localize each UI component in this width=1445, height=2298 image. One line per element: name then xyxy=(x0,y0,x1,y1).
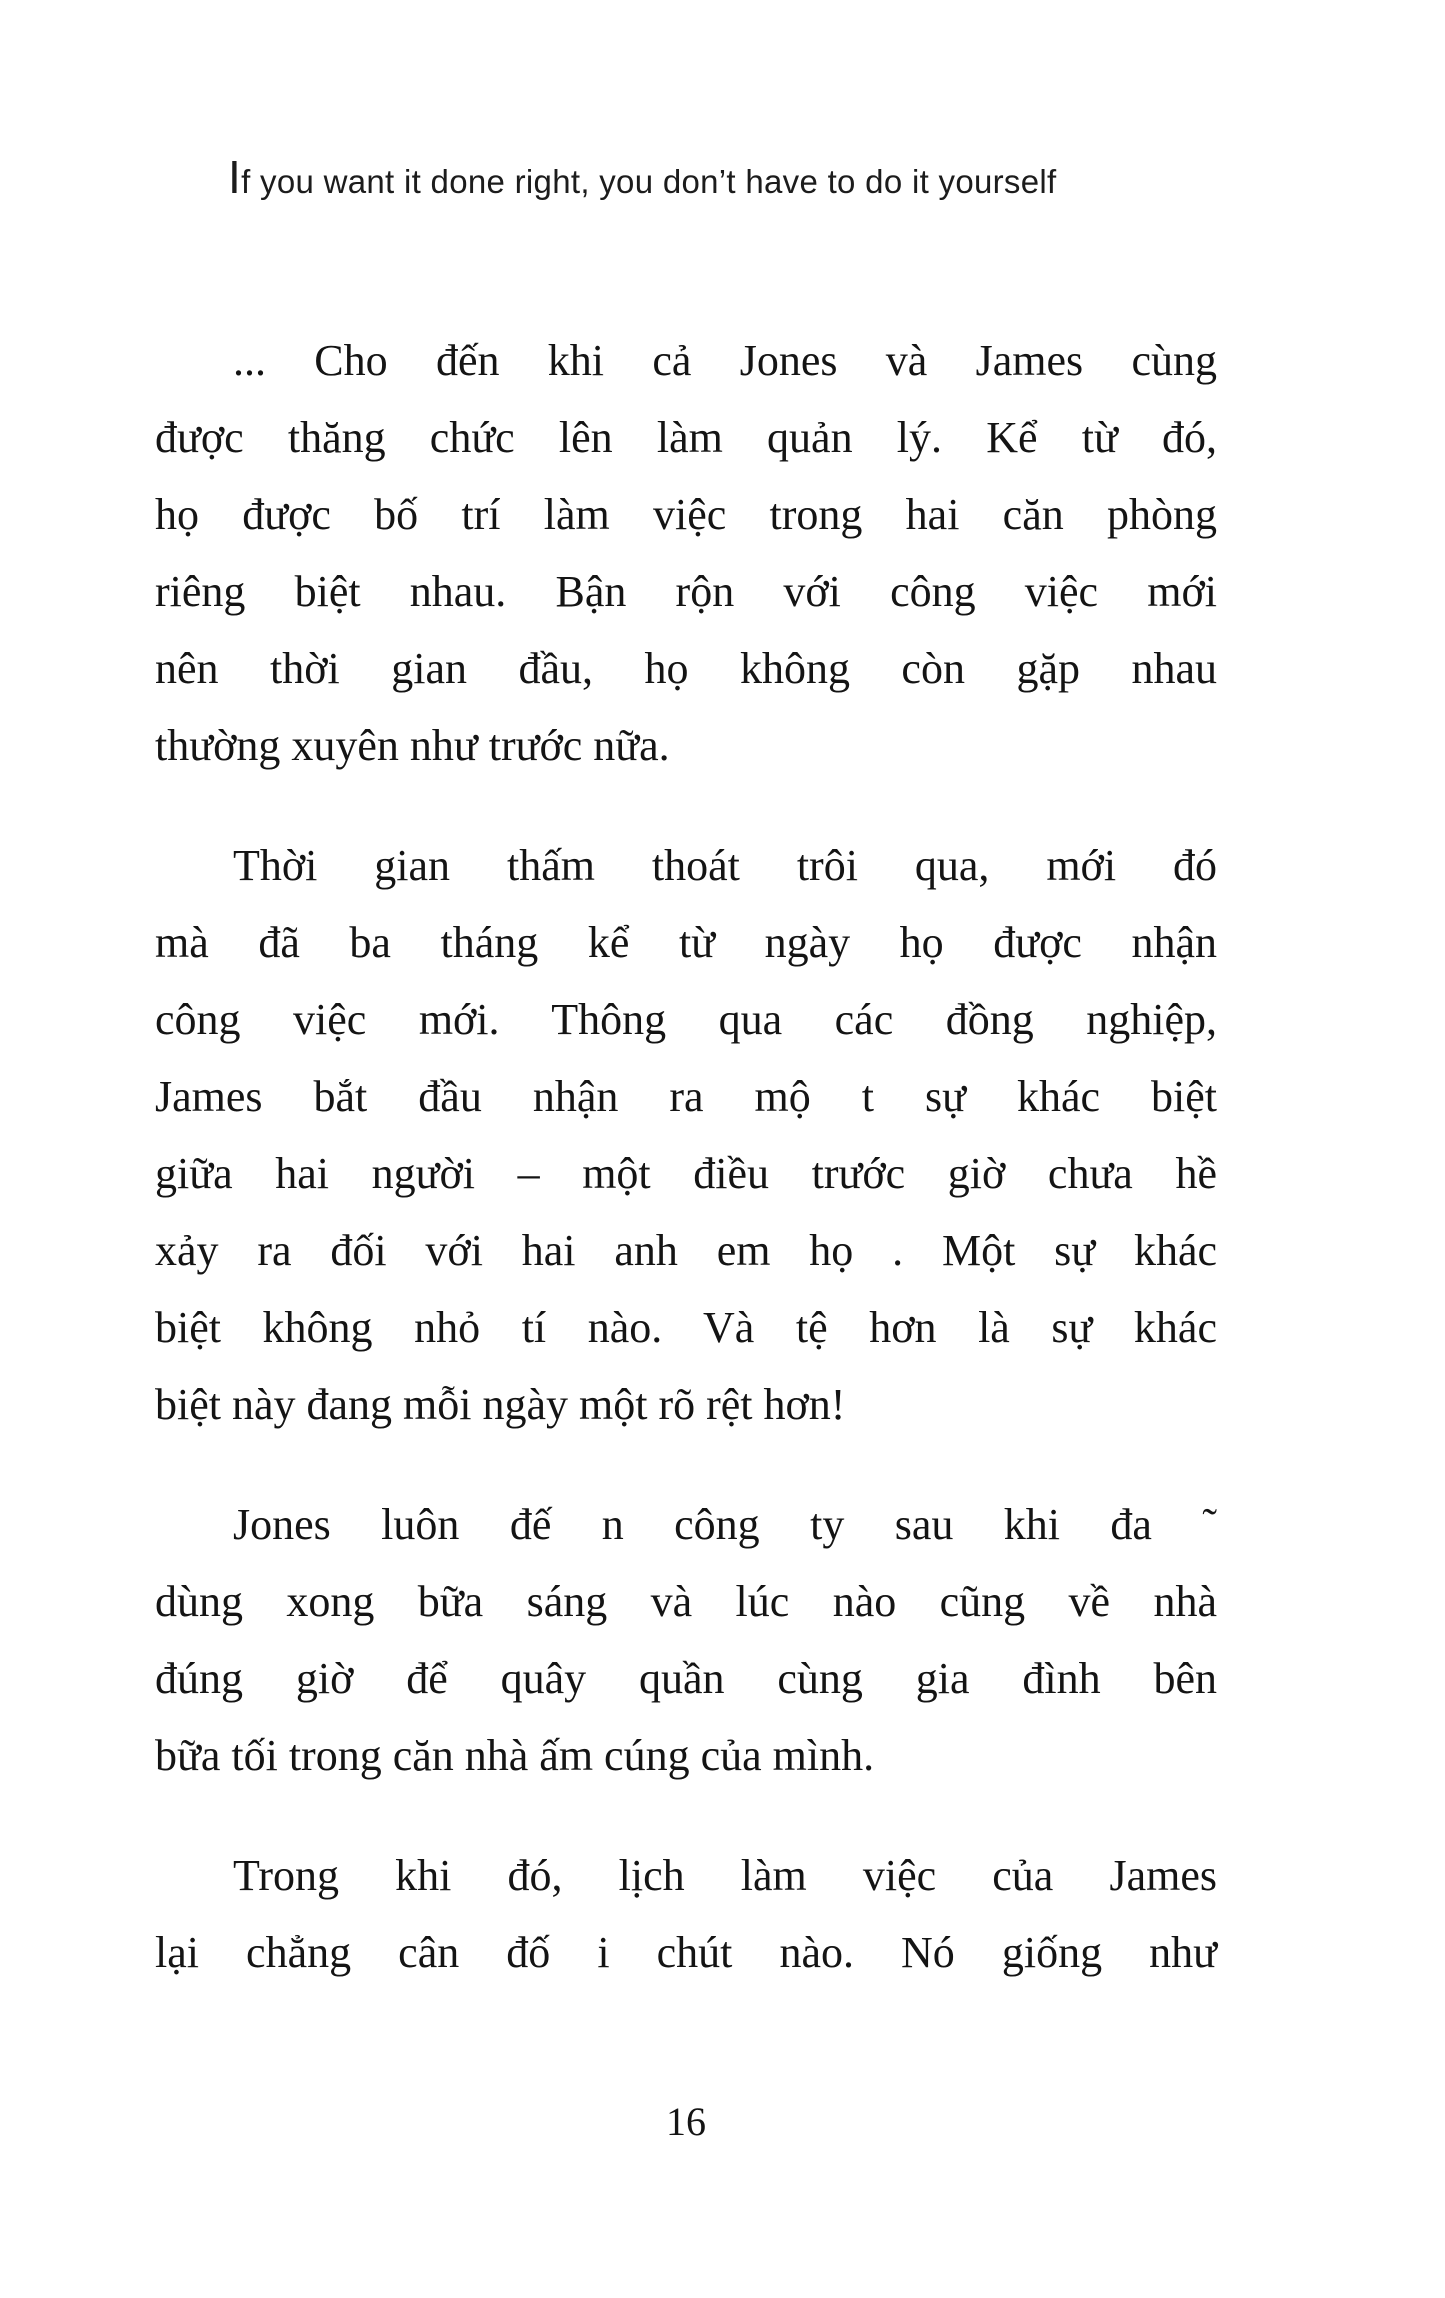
text-line: được thăng chức lên làm quản lý. Kể từ đó, xyxy=(155,413,1217,462)
text-line: mà đã ba tháng kể từ ngày họ được nhận xyxy=(155,918,1217,967)
text-line: dùng xong bữa sáng và lúc nào cũng về nhà xyxy=(155,1577,1217,1626)
page-number: 16 xyxy=(666,2099,706,2144)
body-text xyxy=(155,322,1217,2034)
running-header-text: f you want it done right, you don’t have to do it yourself xyxy=(241,163,1057,200)
text-line: Jones luôn đế n công ty sau khi đa ˜ xyxy=(233,1500,1217,1549)
text-line: biệt không nhỏ tí nào. Và tệ hơn là sự khác xyxy=(155,1303,1217,1352)
running-header xyxy=(228,150,1056,204)
text-line: thường xuyên như trước nữa. xyxy=(155,721,670,770)
text-line: ... Cho đến khi cả Jones và James cùng xyxy=(233,336,1217,385)
text-line: giữa hai người – một điều trước giờ chưa hề xyxy=(155,1149,1217,1198)
text-line: James bắt đầu nhận ra mộ t sự khác biệt xyxy=(155,1072,1217,1121)
text-line: đúng giờ để quây quần cùng gia đình bên xyxy=(155,1654,1217,1703)
text-line: biệt này đang mỗi ngày một rõ rệt hơn! xyxy=(155,1380,846,1429)
text-line: lại chẳng cân đố i chút nào. Nó giống như xyxy=(155,1928,1217,1977)
paragraph-3 xyxy=(155,1486,1217,1794)
running-header-initial: I xyxy=(228,151,242,203)
text-line: bữa tối trong căn nhà ấm cúng của mình. xyxy=(155,1731,875,1780)
text-line: nên thời gian đầu, họ không còn gặp nhau xyxy=(155,644,1217,693)
paragraph-2 xyxy=(155,827,1217,1443)
text-line: xảy ra đối với hai anh em họ . Một sự khác xyxy=(155,1226,1217,1275)
text-line: riêng biệt nhau. Bận rộn với công việc mới xyxy=(155,567,1217,616)
text-line: Thời gian thấm thoát trôi qua, mới đó xyxy=(233,841,1217,890)
paragraph-4 xyxy=(155,1837,1217,1991)
text-line: công việc mới. Thông qua các đồng nghiệp, xyxy=(155,995,1217,1044)
paragraph-1 xyxy=(155,322,1217,784)
text-line: họ được bố trí làm việc trong hai căn phòng xyxy=(155,490,1217,539)
text-line: Trong khi đó, lịch làm việc của James xyxy=(233,1851,1217,1900)
